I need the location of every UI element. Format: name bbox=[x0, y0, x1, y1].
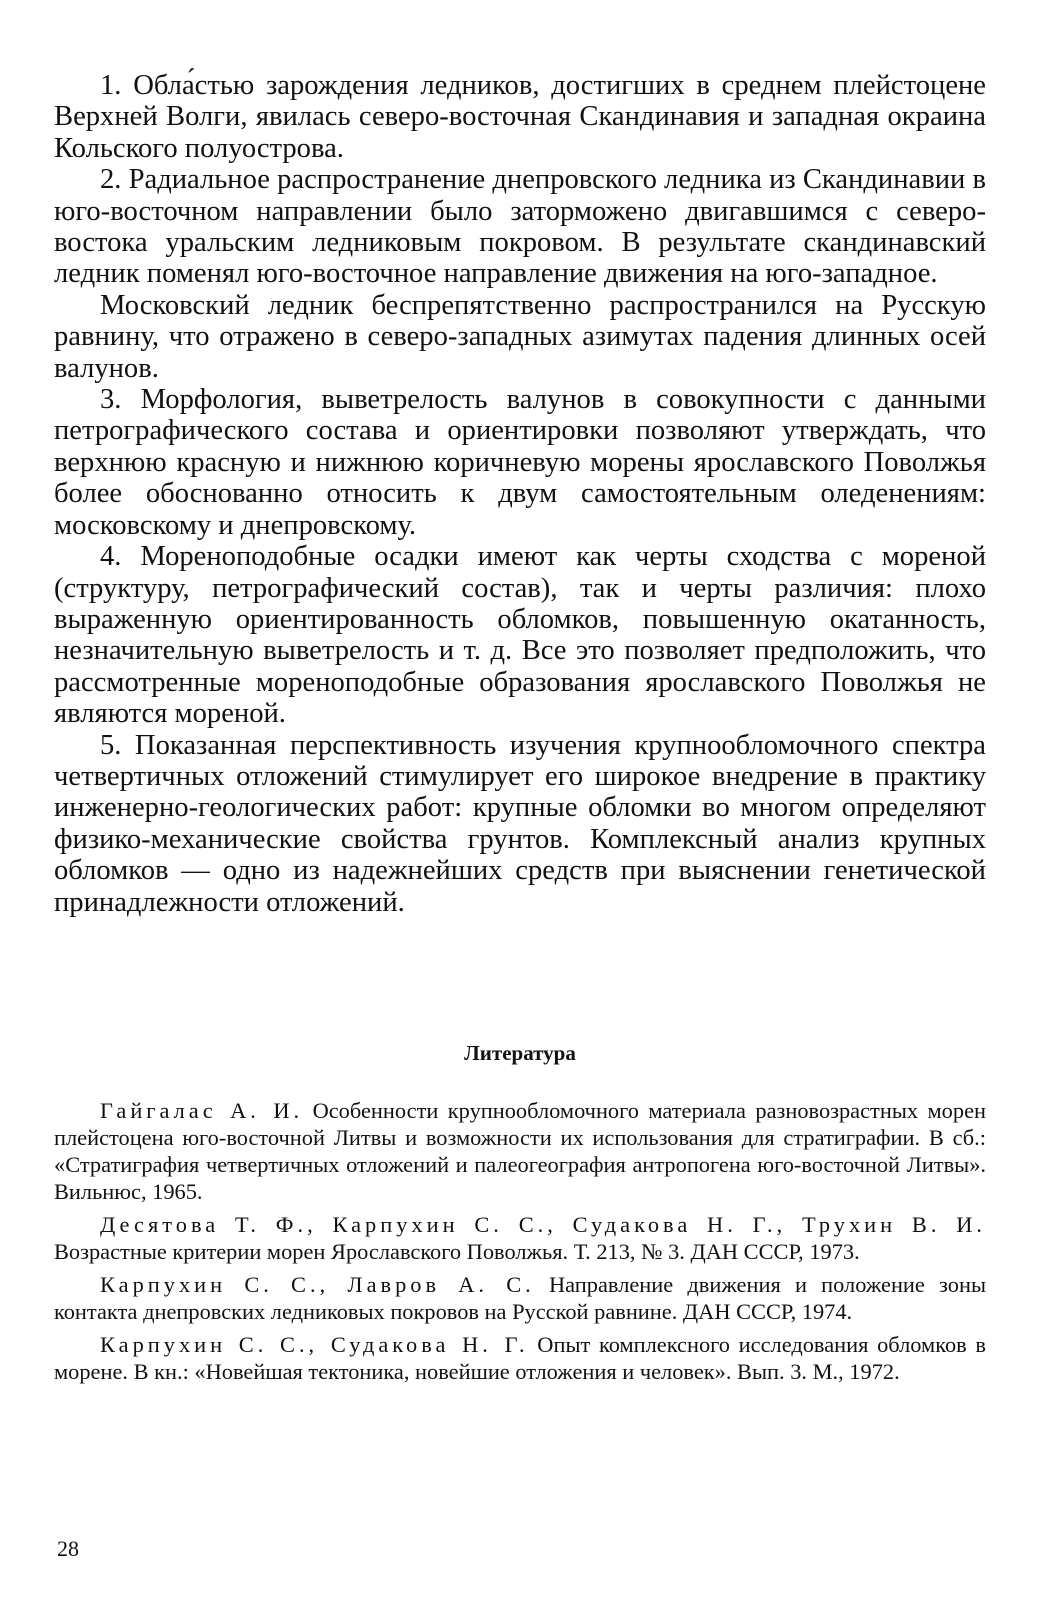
reference-text: Опыт комплексного исследования обломков в морене. В кн.: «Новейшая тектоника, новейшие отложения и человек». Вып. 3. М., 1972. bbox=[54, 1332, 986, 1384]
reference-item bbox=[54, 1271, 986, 1325]
reference-item bbox=[54, 1211, 986, 1265]
reference-authors: Десятова Т. Ф., Карпухин С. С., Судакова Н. Г., Трухин В. И. bbox=[100, 1212, 986, 1237]
references-heading: Литература bbox=[464, 1041, 576, 1065]
paragraph-5: 4. Мореноподобные осадки имеют как черты сходства с мореной (структуру, петрографический состав), так и черты различия: плохо выраженную ориентированность обломков, повышенную окатанность, незначительную выветрелость и т. д. Все это позволяет предположить, что рассмотренные мореноподобные образования ярославского Поволжья не являются мореной. bbox=[54, 541, 986, 730]
reference-text: Возрастные критерии морен Ярославского Поволжья. Т. 213, № 3. ДАН СССР, 1973. bbox=[54, 1239, 860, 1264]
references-list bbox=[54, 1097, 986, 1391]
main-text bbox=[54, 70, 986, 918]
paragraph-4: 3. Морфология, выветрелость валунов в совокупности с данными петрографического состава и ориентировки позволяют утверждать, что верхнюю красную и нижнюю коричневую морены ярославского Поволжья более обоснованно относить к двум самостоятельным оледенениям: московскому и днепровскому. bbox=[54, 384, 986, 541]
paragraph-3: Московский ледник беспрепятственно распространился на Русскую равнину, что отражено в северо-западных азимутах падения длинных осей валунов. bbox=[54, 289, 986, 384]
reference-authors: Гайгалас А. И. bbox=[100, 1098, 304, 1123]
reference-text: Направление движения и положение зоны контакта днепровских ледниковых покровов на Русской равнине. ДАН СССР, 1974. bbox=[54, 1272, 986, 1324]
reference-item bbox=[54, 1331, 986, 1385]
reference-item bbox=[54, 1097, 986, 1205]
reference-text: Особенности крупнообломочного материала разновозрастных морен плейстоцена юго-восточной Литвы и возможности их использования для стратиграфии. В сб.: «Стратиграфия четвертичных отложений и палеогеография антропогена юго-восточной Литвы». Вильнюс, 1965. bbox=[54, 1098, 986, 1204]
paragraph-6: 5. Показанная перспективность изучения крупнообломочного спектра четвертичных отложений стимулирует его широкое внедрение в практику инженерно-геологических работ: крупные обломки во многом определяют физико-механические свойства грунтов. Комплексный анализ крупных обломков — одно из надежнейших средств при выяснении генетической принадлежности отложений. bbox=[54, 729, 986, 918]
paragraph-2: 2. Радиальное распространение днепровского ледника из Скандинавии в юго-восточном направлении было заторможено двигавшимся с северо-востока уральским ледниковым покровом. В результате скандинавский ледник поменял юго-восточное направление движения на юго-западное. bbox=[54, 164, 986, 290]
page-number: 28 bbox=[57, 1536, 79, 1561]
reference-authors: Карпухин С. С., Лавров А. С. bbox=[100, 1272, 535, 1297]
reference-authors: Карпухин С. С., Судакова Н. Г. bbox=[100, 1332, 529, 1357]
paragraph-1: 1. Обла́стью зарождения ледников, достигших в среднем плейстоцене Верхней Волги, явилась северо-восточная Скандинавия и западная окраина Кольского полуострова. bbox=[54, 70, 986, 164]
